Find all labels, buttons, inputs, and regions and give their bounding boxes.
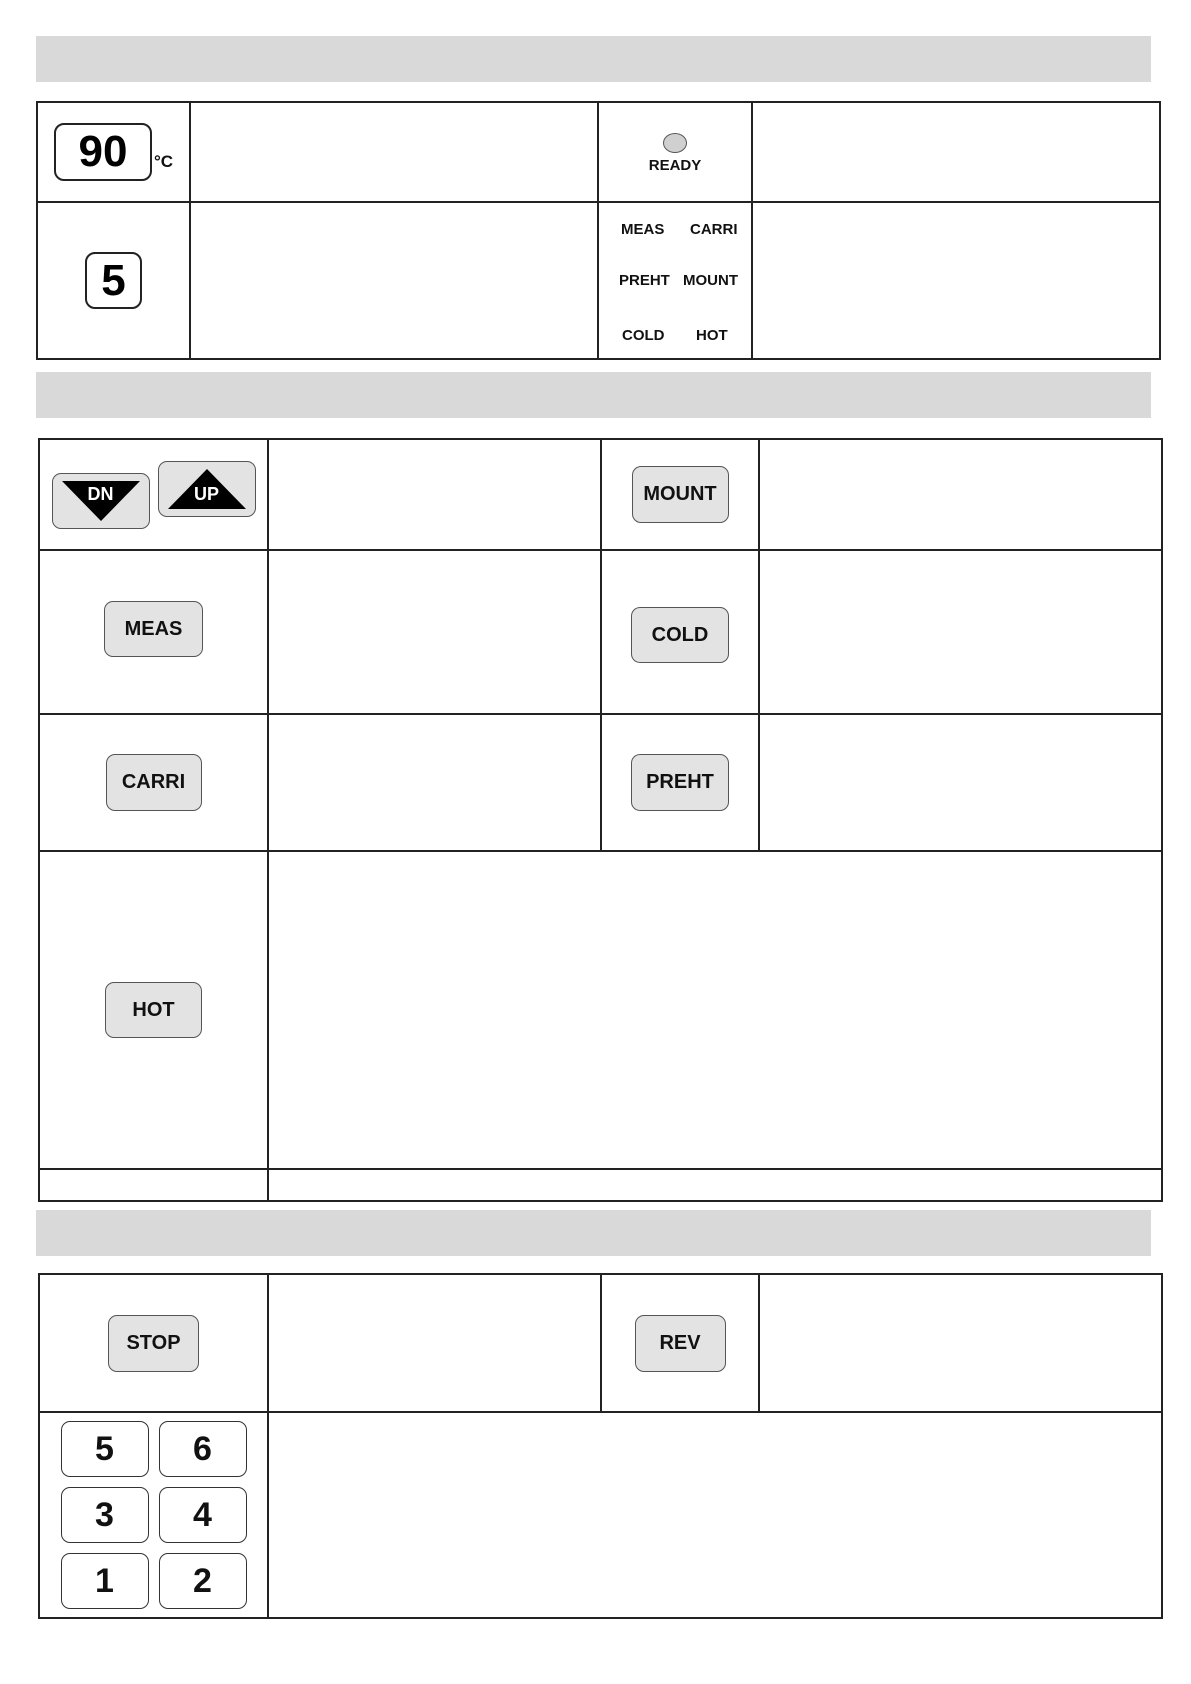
step-display-description — [190, 202, 598, 359]
step-display-cell — [37, 202, 190, 359]
dn-button[interactable] — [52, 473, 150, 529]
mount-button[interactable]: MOUNT — [632, 466, 729, 523]
ready-label: READY — [648, 157, 702, 174]
mount-button-cell — [601, 439, 759, 550]
temp-unit: °C — [153, 151, 174, 171]
step-value: 5 — [101, 255, 126, 305]
number-keypad — [40, 1421, 267, 1609]
keypad-description — [268, 1412, 1162, 1618]
indicator-cold: COLD — [622, 327, 665, 344]
temp-display-cell — [37, 102, 190, 202]
indicator-mount: MOUNT — [683, 272, 738, 289]
ready-led-icon — [663, 133, 687, 153]
meas-button-cell — [39, 550, 268, 714]
hot-button-cell — [39, 851, 268, 1169]
cold-button[interactable]: COLD — [631, 607, 729, 663]
ready-indicator-description — [752, 102, 1160, 202]
keypad-table — [38, 1273, 1163, 1619]
empty-row-description — [268, 1169, 1162, 1201]
stop-button[interactable]: STOP — [108, 1315, 199, 1372]
step-display — [85, 252, 142, 309]
indicator-meas: MEAS — [621, 221, 665, 238]
key-6[interactable]: 6 — [159, 1421, 247, 1477]
indicator-preht: PREHT — [619, 272, 670, 289]
carri-button-cell — [39, 714, 268, 851]
rev-button-description — [759, 1274, 1162, 1412]
preht-button-description — [759, 714, 1162, 851]
temp-value: 90 — [78, 127, 128, 176]
dn-up-description — [268, 439, 601, 550]
up-button[interactable] — [158, 461, 256, 517]
display-table — [36, 101, 1161, 360]
rev-button[interactable]: REV — [635, 1315, 726, 1372]
section-header-bar-2 — [36, 372, 1151, 418]
dn-up-cell — [39, 439, 268, 550]
up-label: UP — [193, 484, 219, 504]
temp-display-description — [190, 102, 598, 202]
cold-button-description — [759, 550, 1162, 714]
dn-label: DN — [87, 484, 114, 504]
hot-button[interactable]: HOT — [105, 982, 202, 1038]
temp-display — [54, 123, 152, 181]
key-3[interactable]: 3 — [61, 1487, 149, 1543]
cold-button-cell — [601, 550, 759, 714]
rev-button-cell — [601, 1274, 759, 1412]
key-2[interactable]: 2 — [159, 1553, 247, 1609]
preht-button-cell — [601, 714, 759, 851]
carri-button[interactable]: CARRI — [106, 754, 202, 811]
mode-indicators-description — [752, 202, 1160, 359]
section-header-bar-3 — [36, 1210, 1151, 1256]
buttons-table — [38, 438, 1163, 1202]
section-header-bar-1 — [36, 36, 1151, 82]
meas-button-description — [268, 550, 601, 714]
indicator-carri: CARRI — [690, 221, 738, 238]
stop-button-description — [268, 1274, 601, 1412]
preht-button[interactable]: PREHT — [631, 754, 729, 811]
key-5[interactable]: 5 — [61, 1421, 149, 1477]
keypad-cell — [39, 1412, 268, 1618]
hot-button-description — [268, 851, 1162, 1169]
ready-indicator-cell — [598, 102, 752, 202]
indicator-hot: HOT — [696, 327, 728, 344]
key-4[interactable]: 4 — [159, 1487, 247, 1543]
mode-indicators-cell — [598, 202, 752, 359]
mount-button-description — [759, 439, 1162, 550]
empty-row-cell — [39, 1169, 268, 1201]
meas-button[interactable]: MEAS — [104, 601, 203, 657]
key-1[interactable]: 1 — [61, 1553, 149, 1609]
carri-button-description — [268, 714, 601, 851]
stop-button-cell — [39, 1274, 268, 1412]
